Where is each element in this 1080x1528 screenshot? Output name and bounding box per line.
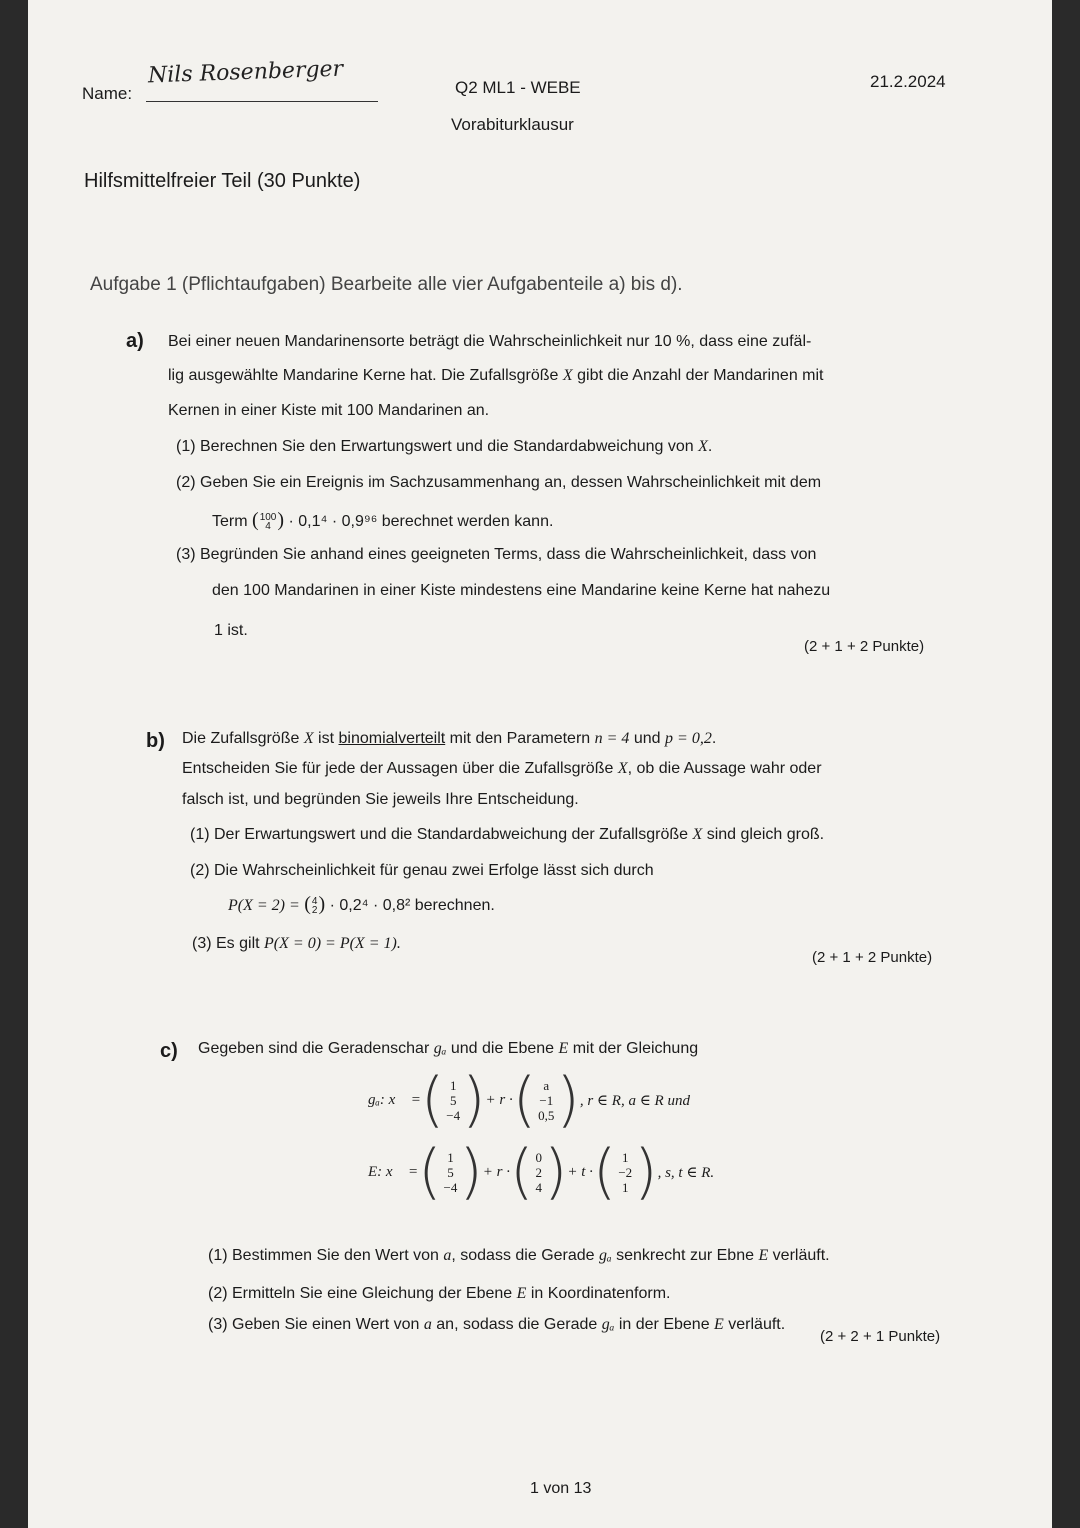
part-c-item3: (3) Geben Sie einen Wert von a an, sodass die Gerade gₐ in der Ebene E verläuft. (208, 1316, 786, 1333)
part-b-label: b) (146, 730, 165, 752)
part-a-points: (2 + 1 + 2 Punkte) (804, 638, 925, 655)
vector-component: −4 (446, 1107, 461, 1123)
g-direction-vector: ( a −1 0,5 ) (512, 1065, 580, 1135)
plane-equation: E: x⃗ = ( 1 5 −4 ) + r · ( 0 2 4 ) + t · ( 1 −2 1 ) , s, t ∈ R. (368, 1137, 715, 1207)
e-direction-vector-2: ( 1 −2 1 ) (592, 1137, 658, 1207)
vector-component: 1 (622, 1149, 629, 1165)
part-b-item1: (1) Der Erwartungswert und die Standardabweichung der Zufallsgröße X sind gleich groß. (190, 826, 825, 843)
exam-title: Vorabiturklausur (451, 115, 574, 134)
vector-component: 0,5 (538, 1107, 555, 1123)
vector-component: 5 (449, 1092, 457, 1108)
name-label: Name: (82, 84, 133, 103)
part-b-item2-line1: (2) Die Wahrscheinlichkeit für genau zwei Erfolge lässt sich durch (190, 862, 654, 879)
name-underline (146, 101, 378, 102)
part-a-label: a) (126, 330, 144, 352)
vector-component: 1 (447, 1149, 454, 1165)
part-c-item1: (1) Bestimmen Sie den Wert von a, sodass die Gerade gₐ senkrecht zur Ebne E verläuft. (208, 1247, 830, 1264)
part-c-label: c) (160, 1040, 178, 1062)
g-support-vector: ( 1 5 −4 ) (420, 1065, 486, 1135)
part-a-item3-line1: (3) Begründen Sie anhand eines geeigneten Terms, dass die Wahrscheinlichkeit, dass von (176, 546, 817, 563)
part-a-item3-line3: 1 ist. (214, 622, 248, 639)
vector-component: 4 (535, 1179, 542, 1195)
part-a-item2-line1: (2) Geben Sie ein Ereignis im Sachzusammenhang an, dessen Wahrscheinlichkeit mit dem (176, 474, 822, 491)
part-c-points: (2 + 2 + 1 Punkte) (820, 1328, 941, 1345)
vector-component: 1 (449, 1077, 457, 1093)
part-a-item1: (1) Berechnen Sie den Erwartungswert und die Standardabweichung von X. (176, 438, 713, 455)
vector-component: −1 (539, 1092, 554, 1108)
line-equation: gₐ: x⃗ = ( 1 5 −4 ) + r · ( a −1 0,5 ) , r ∈ R, a ∈ R und (368, 1065, 690, 1135)
vector-component: 5 (447, 1164, 454, 1180)
part-b-line2: Entscheiden Sie für jede der Aussagen über die Zufallsgröße X, ob die Aussage wahr oder (182, 760, 822, 777)
part-a-line3: Kernen in einer Kiste mit 100 Mandarinen an. (168, 402, 490, 419)
e-direction-vector-1: ( 0 2 4 ) (510, 1137, 568, 1207)
part-a-line2: lig ausgewählte Mandarine Kerne hat. Die Zufallsgröße X gibt die Anzahl der Mandarinen mit (168, 367, 824, 384)
course-code: Q2 ML1 - WEBE (455, 78, 581, 97)
vector-component: −4 (443, 1179, 458, 1195)
vector-component: a (543, 1077, 550, 1093)
part-b-line1: Die Zufallsgröße X ist binomialverteilt mit den Parametern n = 4 und p = 0,2. (182, 730, 717, 747)
part-b-points: (2 + 1 + 2 Punkte) (812, 949, 933, 966)
vector-component: 0 (535, 1149, 542, 1165)
part-c-item2: (2) Ermitteln Sie eine Gleichung der Ebene E in Koordinatenform. (208, 1285, 671, 1302)
part-a-item2-term: Term (100 4 ) · 0,1⁴ · 0,9⁹⁶ berechnet werden kann. (212, 509, 554, 532)
part-b-item3: (3) Es gilt P(X = 0) = P(X = 1). (192, 935, 401, 952)
part-a-line1: Bei einer neuen Mandarinensorte beträgt die Wahrscheinlichkeit nur 10 %, dass eine zufäl- (168, 333, 812, 350)
vector-component: 2 (535, 1164, 542, 1180)
exam-date: 21.2.2024 (870, 72, 946, 91)
student-signature: Nils Rosenberger (147, 56, 344, 89)
page-number: 1 von 13 (530, 1480, 592, 1497)
part-a-item3-line2: den 100 Mandarinen in einer Kiste mindestens eine Mandarine keine Kerne hat nahezu (212, 582, 831, 599)
exam-page (28, 0, 1052, 1528)
task-intro: Aufgabe 1 (Pflichtaufgaben) Bearbeite alle vier Aufgabenteile a) bis d). (90, 274, 683, 295)
part-b-line3: falsch ist, und begründen Sie jeweils Ihre Entscheidung. (182, 791, 579, 808)
part-c-line1: Gegeben sind die Geradenschar gₐ und die Ebene E mit der Gleichung (198, 1040, 699, 1057)
section-title: Hilfsmittelfreier Teil (30 Punkte) (84, 170, 361, 192)
e-support-vector: ( 1 5 −4 ) (418, 1137, 483, 1207)
vector-component: −2 (618, 1164, 633, 1180)
vector-component: 1 (622, 1179, 629, 1195)
part-b-item2-formula: P(X = 2) = (4 2) · 0,2⁴ · 0,8² berechnen. (228, 893, 495, 916)
